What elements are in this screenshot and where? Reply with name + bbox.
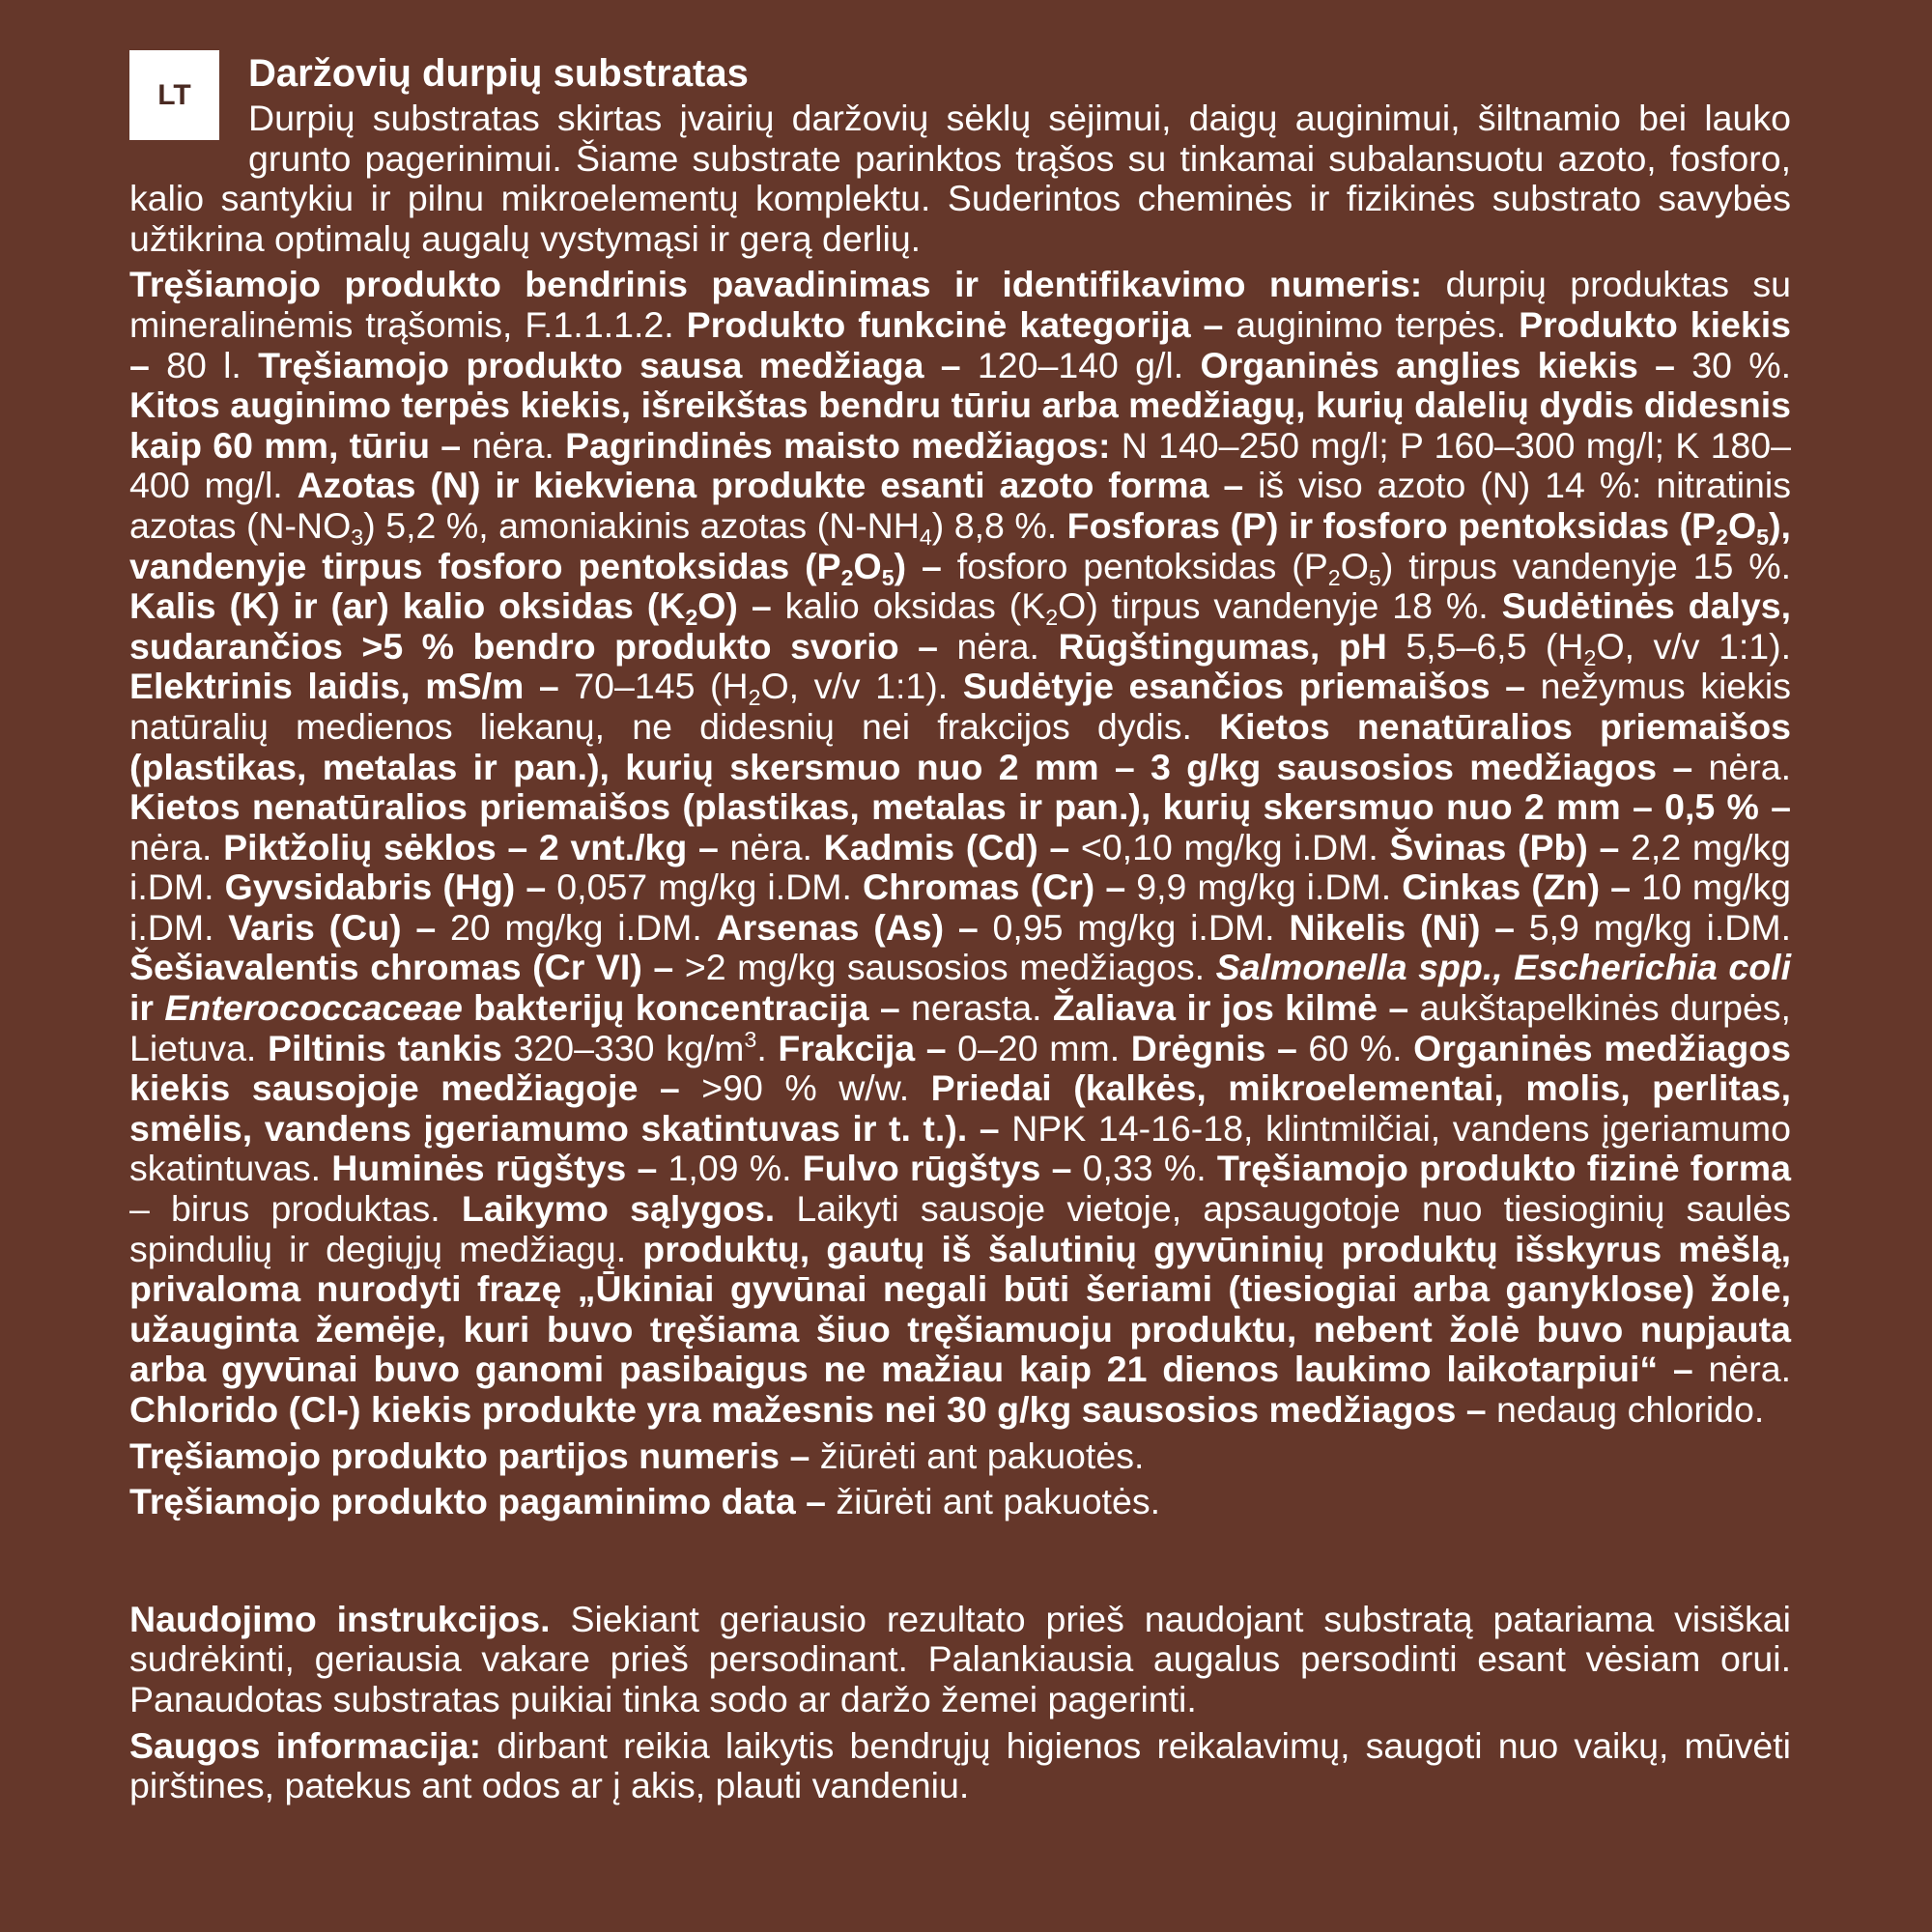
spec-value: ) 8,8 %. [931, 504, 1067, 546]
batch-value: žiūrėti ant pakuotės. [810, 1435, 1145, 1476]
spec-value: NPK 14-16-18, klintmilčiai, vandens įgeriamumo skatintuvas. [129, 1107, 1792, 1189]
spec-value: 30 %. [1675, 344, 1791, 385]
spec-value: – birus produktas. [129, 1188, 462, 1230]
batch-label: Tręšiamojo produkto partijos numeris – [129, 1435, 810, 1476]
subscript: 2 [1716, 524, 1728, 550]
superscript: 3 [744, 1026, 757, 1052]
spec-value: . [756, 1027, 779, 1068]
spec-label: Kietos nenatūralios priemaišos (plastikas, metalas ir pan.), kurių skersmuo nuo 2 mm – 0,5 % – [129, 786, 1791, 828]
spec-label: Produkto kiekis – [129, 303, 1791, 385]
spec-label: Varis (Cu) – [228, 906, 437, 948]
spec-value: <0,10 mg/kg i.DM. [1069, 826, 1390, 867]
spec-value: O [1340, 545, 1369, 586]
spec-value: 5,5–6,5 (H [1386, 625, 1584, 667]
label-part: Fosforas (P) ir fosforo pentoksidas (P [1066, 504, 1717, 546]
spec-label: Huminės rūgštys – [331, 1148, 658, 1189]
spec-value: 2,2 mg/kg i.DM. [129, 826, 1791, 908]
subscript: 2 [685, 605, 698, 631]
spec-value: nėra. [1692, 1349, 1791, 1390]
spec-label: Kadmis (Cd) – [823, 826, 1070, 867]
spec-label: Cinkas (Zn) – [1402, 867, 1632, 908]
product-label-text [129, 48, 1791, 1806]
spec-label: Chromas (Cr) – [862, 867, 1126, 908]
spec-label: Fulvo rūgštys – [802, 1148, 1072, 1189]
subscript: 2 [1583, 644, 1597, 670]
spec-label: Piktžolių sėklos – 2 vnt./kg – [223, 826, 719, 867]
species-name: Salmonella spp., [1215, 947, 1503, 988]
spec-value: 0,33 %. [1071, 1148, 1217, 1189]
label-part: O [1727, 504, 1757, 546]
product-title: Daržovių durpių substratas [248, 52, 749, 95]
spec-label: Azotas (N) ir kiekviena produkte esanti azoto forma – [297, 465, 1244, 506]
spec-label: Tręšiamojo produkto bendrinis pavadinimas ir identifikavimo numeris: [129, 264, 1423, 305]
subscript: 3 [351, 524, 364, 550]
spec-label: Frakcija – [778, 1027, 947, 1068]
label-part: O [853, 545, 882, 586]
spec-value: fosforo pentoksidas (P [941, 545, 1328, 586]
spec-value: Laikyti sausoje vietoje, apsaugotoje nuo tiesioginių saulės spindulių ir degiųjų medžiagų. [129, 1188, 1791, 1269]
spec-label: Drėgnis – [1130, 1027, 1297, 1068]
subscript: 2 [1045, 605, 1059, 631]
label-part: O) – [697, 585, 772, 627]
safety-label: Saugos informacija: [129, 1724, 482, 1766]
spec-value: durpių produktas su mineralinėmis trąšomis, F.1.1.1.2. [129, 264, 1791, 345]
spec-label: produktų, gautų iš šalutinių gyvūninių produktų išskyrus mėšlą, privaloma nurodyti frazę „Ūkiniai gyvūnai negali būti šeriami (tiesiogiai arba ganyklose) žole, užauginta žemėje, kuri buvo tręšiama šiuo tręšiamuoju produktu, nebent žolė buvo nupjauta arba gyvūnai buvo ganomi pasibaigus ne mažiau kaip 21 dienos laukimo laikotarpiui“ – [129, 1228, 1792, 1390]
batch-number-line [129, 1436, 1791, 1477]
spec-label: Tręšiamojo produkto sausa medžiaga – [258, 344, 961, 385]
spec-value: 20 mg/kg i.DM. [436, 906, 717, 948]
subscript: 5 [1756, 524, 1770, 550]
subscript: 2 [1327, 564, 1341, 590]
spec-value: 320–330 kg/m [501, 1027, 745, 1068]
manufacture-value: žiūrėti ant pakuotės. [825, 1481, 1161, 1522]
manufacture-date-line [129, 1482, 1791, 1522]
spec-value: 0–20 mm. [946, 1027, 1131, 1068]
spec-label: Sudėtinės dalys, sudarančios >5 % bendro produkto svorio – [129, 585, 1791, 667]
safety-information [129, 1726, 1791, 1806]
label-part: ) – [894, 545, 942, 586]
spec-label: Žaliava ir jos kilmė – [1052, 987, 1409, 1029]
manufacture-label: Tręšiamojo produkto pagaminimo data – [129, 1481, 826, 1522]
safety-value: dirbant reikia laikytis bendrųjų higienos reikalavimų, saugoti nuo vaikų, mūvėti pirštines, patekus ant odos ar į akis, plauti vandeniu. [129, 1724, 1791, 1806]
spec-label: Kietos nenatūralios priemaišos (plastikas, metalas ir pan.), kurių skersmuo nuo 2 mm – 3 g/kg sausosios medžiagos – [129, 705, 1791, 787]
intro-paragraph: Durpių substratas skirtas įvairių daržovių sėklų sėjimui, daigų auginimui, šiltnamio bei lauko grunto pagerinimui. Šiame substrate parinktos trąšos su tinkamai subalansuotu azoto, fosforo, kalio santykiu ir pilnu mikroelementų komplektu. Suderintos cheminės ir fizikinės substrato savybės užtikrina optimalų augalų vystymąsi ir gerą derlių. [129, 98, 1791, 259]
specification-paragraph [129, 265, 1791, 1430]
spec-label: Chlorido (Cl-) kiekis produkte yra mažesnis nei 30 g/kg sausosios medžiagos – [129, 1389, 1487, 1430]
spec-value: 1,09 %. [657, 1148, 803, 1189]
spec-value: nėra. [1692, 746, 1791, 787]
spec-label: Pagrindinės maisto medžiagos: [565, 424, 1111, 466]
spec-value: iš viso azoto (N) 14 %: nitratinis azotas (N-NO [129, 465, 1791, 546]
usage-instructions [129, 1600, 1791, 1720]
language-badge: LT [129, 50, 219, 140]
spec-value: >2 mg/kg sausosios medžiagos. [673, 947, 1216, 988]
spec-value: O, v/v 1:1). [760, 666, 963, 707]
spec-value: ) tirpus vandenyje 15 %. [1380, 545, 1791, 586]
spec-value: kalio oksidas (K [771, 585, 1046, 627]
spec-label: Priedai (kalkės, mikroelementai, molis, perlitas, smėlis, vandens įgeriamumo skatintuvas ir t. t.). – [129, 1067, 1791, 1149]
spec-label: Šešiavalentis chromas (Cr VI) – [129, 947, 674, 988]
spec-value: 120–140 g/l. [960, 344, 1201, 385]
spec-value: ) 5,2 %, amoniakinis azotas (N-NH [363, 504, 920, 546]
spec-value: 5,9 mg/kg i.DM. [1515, 906, 1791, 948]
spec-label [129, 585, 772, 631]
spec-label: Švinas (Pb) – [1389, 826, 1620, 867]
spec-value: O) tirpus vandenyje 18 %. [1058, 585, 1502, 627]
spec-value: 0,95 mg/kg i.DM. [978, 906, 1290, 948]
spec-label: Produkto funkcinė kategorija – [686, 303, 1224, 345]
label-part: ), vandenyje tirpus fosforo pentoksidas (P [129, 504, 1791, 586]
spec-value: nėra. [937, 625, 1059, 667]
spec-label: Piltinis tankis [267, 1027, 502, 1068]
spec-value: aukštapelkinės durpės, Lietuva. [129, 987, 1791, 1068]
spec-label: Kitos auginimo terpės kiekis, išreikštas bendru tūriu arba medžiagų, kurių dalelių dydis didesnis kaip 60 mm, tūriu – [129, 384, 1791, 466]
spec-value: nėra. [718, 826, 824, 867]
spec-value: O, v/v 1:1). [1596, 625, 1792, 667]
spec-value: >90 % w/w. [679, 1067, 931, 1109]
label-part: ir [129, 987, 165, 1029]
usage-label: Naudojimo instrukcijos. [129, 1598, 551, 1639]
spec-value: N 140–250 mg/l; P 160–300 mg/l; K 180–400 mg/l. [129, 424, 1791, 506]
spec-value: nėra. [129, 826, 224, 867]
label-part: Kalis (K) ir (ar) kalio oksidas (K [129, 585, 686, 627]
spec-label: Arsenas (As) – [716, 906, 979, 948]
spec-value: auginimo terpės. [1223, 303, 1520, 345]
subscript: 5 [1368, 564, 1381, 590]
spec-value: 10 mg/kg i.DM. [129, 867, 1791, 948]
spec-value: nėra. [461, 424, 566, 466]
spec-label: Nikelis (Ni) – [1289, 906, 1516, 948]
spec-label: Laikymo sąlygos. [461, 1188, 776, 1230]
usage-value: Siekiant geriausio rezultato prieš naudojant substratą patariama visiškai sudrėkinti, geriausia vakare prieš persodinant. Palankiausia augalus persodinti esant vėsiam orui. Panaudotas substratas puikiai tinka sodo ar daržo žemei pagerinti. [129, 1598, 1791, 1719]
subscript: 2 [840, 564, 854, 590]
species-name: Escherichia coli [1514, 947, 1791, 988]
spec-value: nedaug chlorido. [1486, 1389, 1765, 1430]
species-name: Enterococcaceae [164, 987, 463, 1029]
spec-value: 60 %. [1296, 1027, 1414, 1068]
subscript: 2 [748, 685, 761, 711]
spec-label: Tręšiamojo produkto fizinė forma [1216, 1148, 1791, 1189]
subscript: 4 [919, 524, 932, 550]
spec-label: Organinės anglies kiekis – [1200, 344, 1676, 385]
spec-value: nežymus kiekis natūralių medienos liekanų, ne didesnių nei frakcijos dydis. [129, 666, 1791, 747]
label-part: bakterijų koncentracija – [462, 987, 900, 1029]
spec-label: Sudėtyje esančios priemaišos – [962, 666, 1526, 707]
spec-value: 80 l. [149, 344, 259, 385]
spec-label: Rūgštingumas, pH [1058, 625, 1387, 667]
spec-value: 70–145 (H [558, 666, 749, 707]
spec-value: 0,057 mg/kg i.DM. [546, 867, 863, 908]
spec-label: Elektrinis laidis, mS/m – [129, 666, 559, 707]
subscript: 5 [881, 564, 895, 590]
spec-value: nerasta. [899, 987, 1053, 1029]
spec-label: Gyvsidabris (Hg) – [224, 867, 547, 908]
spec-label: Organinės medžiagos kiekis sausojoje medžiagoje – [129, 1027, 1792, 1109]
spec-value: 9,9 mg/kg i.DM. [1125, 867, 1403, 908]
